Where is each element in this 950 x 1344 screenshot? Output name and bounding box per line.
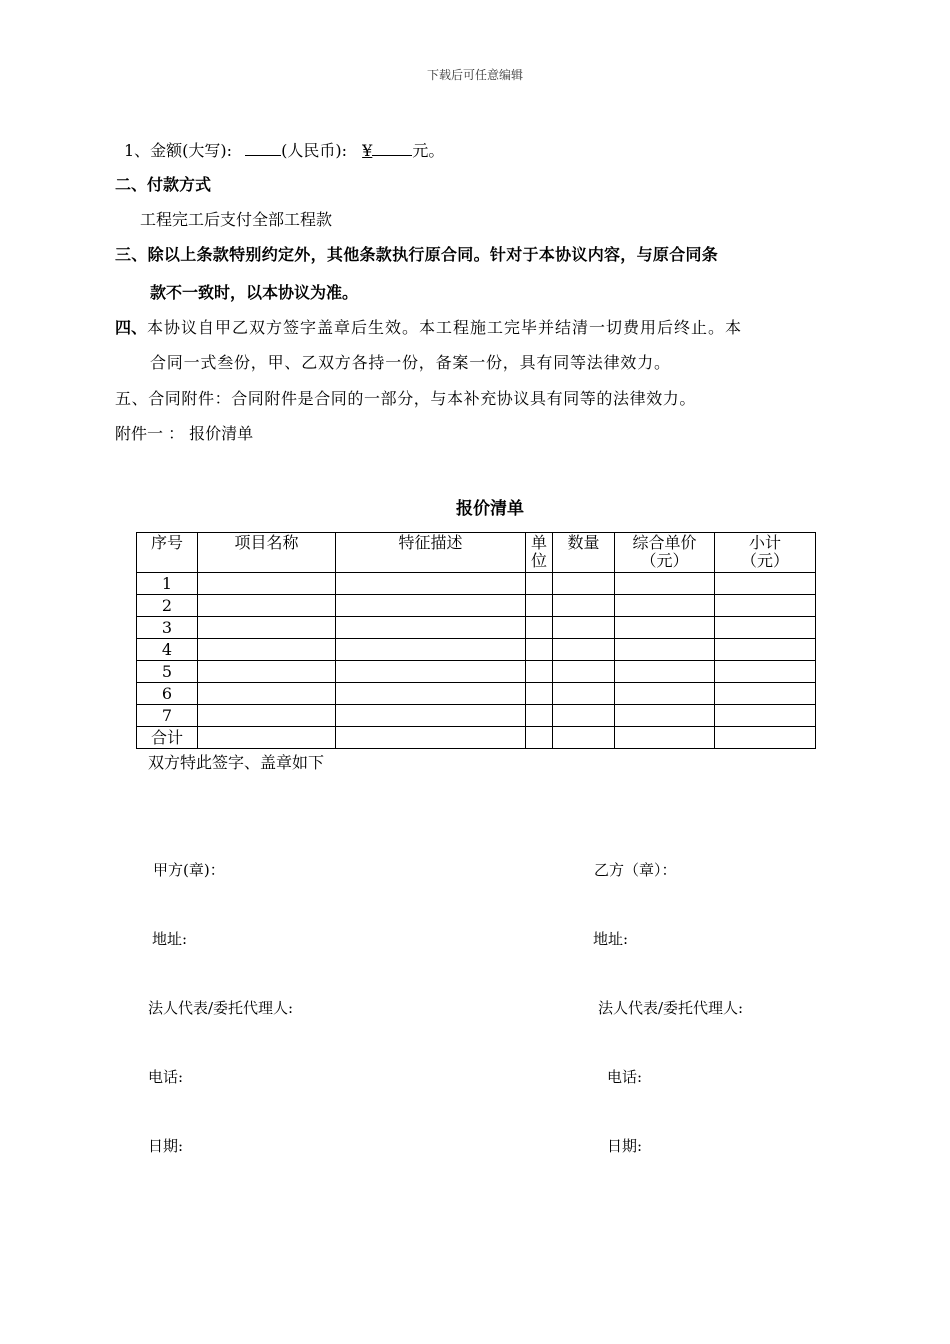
cell-unit-price[interactable] [615, 727, 715, 749]
cell-unit-price[interactable] [615, 639, 715, 661]
header-unit-price-line-2: （元） [640, 551, 689, 570]
table-row [137, 705, 816, 727]
cell-quantity[interactable] [553, 595, 615, 617]
cell-quantity[interactable] [553, 727, 615, 749]
signing-note: 双方特此签字、盖章如下 [148, 753, 325, 772]
section-2-body: 工程完工后支付全部工程款 [140, 210, 333, 229]
table-row [137, 639, 816, 661]
row-seq: 5 [137, 661, 198, 683]
header-subtotal-line-1: 小计 [748, 533, 781, 552]
cell-description[interactable] [336, 683, 526, 705]
cell-subtotal[interactable] [715, 617, 816, 639]
cell-subtotal[interactable] [715, 573, 816, 595]
cell-quantity[interactable] [553, 639, 615, 661]
cell-subtotal[interactable] [715, 595, 816, 617]
header-subtotal-line-2: （元） [740, 551, 789, 570]
cell-unit[interactable] [526, 573, 553, 595]
cell-unit[interactable] [526, 639, 553, 661]
cell-unit[interactable] [526, 595, 553, 617]
total-label: 合计 [137, 727, 198, 749]
table-row [137, 683, 816, 705]
quote-table-title: 报价清单 [456, 499, 524, 519]
row-seq: 7 [137, 705, 198, 727]
party-b-phone: 电话: [607, 1068, 643, 1086]
page-header-note: 下载后可任意编辑 [426, 68, 523, 82]
section-4-number: 四、 [115, 318, 148, 337]
header-unit-line-2: 位 [530, 551, 547, 570]
quote-table-header-row [137, 533, 816, 573]
cell-unit-price[interactable] [615, 595, 715, 617]
cell-unit[interactable] [526, 727, 553, 749]
row-seq: 6 [137, 683, 198, 705]
cell-item-name[interactable] [198, 639, 336, 661]
party-a-phone: 电话: [148, 1068, 184, 1086]
cell-unit[interactable] [526, 705, 553, 727]
table-total-row [137, 727, 816, 749]
amount-currency-symbol: ¥ [362, 141, 373, 160]
cell-unit-price[interactable] [615, 683, 715, 705]
party-b-date: 日期: [607, 1137, 643, 1155]
quote-table [136, 532, 816, 749]
cell-quantity[interactable] [553, 573, 615, 595]
cell-description[interactable] [336, 639, 526, 661]
cell-unit[interactable] [526, 683, 553, 705]
party-b-title: 乙方（章）： [594, 861, 677, 879]
header-quantity: 数量 [553, 533, 615, 573]
party-a-title: 甲方(章)： [153, 861, 225, 879]
cell-description[interactable] [336, 705, 526, 727]
party-a-address: 地址: [152, 930, 188, 948]
header-description: 特征描述 [336, 533, 526, 573]
cell-subtotal[interactable] [715, 727, 816, 749]
row-seq: 1 [137, 573, 198, 595]
cell-item-name[interactable] [198, 617, 336, 639]
cell-quantity[interactable] [553, 617, 615, 639]
amount-line [124, 139, 444, 161]
party-a-date: 日期: [148, 1137, 184, 1155]
row-seq: 2 [137, 595, 198, 617]
cell-subtotal[interactable] [715, 661, 816, 683]
header-unit-price [615, 533, 715, 573]
cell-description[interactable] [336, 617, 526, 639]
section-4-line-1 [115, 318, 742, 338]
party-b-representative: 法人代表/委托代理人: [598, 999, 744, 1017]
cell-description[interactable] [336, 661, 526, 683]
cell-item-name[interactable] [198, 661, 336, 683]
amount-uppercase-blank [245, 139, 281, 156]
cell-quantity[interactable] [553, 683, 615, 705]
cell-unit[interactable] [526, 661, 553, 683]
party-a-representative: 法人代表/委托代理人: [148, 999, 294, 1017]
table-row [137, 595, 816, 617]
table-row [137, 617, 816, 639]
cell-quantity[interactable] [553, 661, 615, 683]
section-4-line-2: 合同一式叁份，甲、乙双方各持一份，备案一份，具有同等法律效力。 [150, 353, 671, 372]
cell-quantity[interactable] [553, 705, 615, 727]
cell-unit-price[interactable] [615, 705, 715, 727]
cell-item-name[interactable] [198, 705, 336, 727]
attachment-label: 附件一 ： 报价清单 [115, 424, 254, 443]
row-seq: 4 [137, 639, 198, 661]
section-3-line-1: 三、除以上条款特别约定外，其他条款执行原合同。针对于本协议内容，与原合同条 [115, 245, 719, 264]
header-unit-price-line-1: 综合单价 [632, 533, 697, 552]
cell-unit-price[interactable] [615, 617, 715, 639]
cell-unit-price[interactable] [615, 661, 715, 683]
header-seq: 序号 [137, 533, 198, 573]
cell-description[interactable] [336, 573, 526, 595]
section-3-line-2: 款不一致时，以本协议为准。 [150, 283, 359, 302]
cell-subtotal[interactable] [715, 705, 816, 727]
table-row [137, 661, 816, 683]
cell-description[interactable] [336, 727, 526, 749]
cell-unit[interactable] [526, 617, 553, 639]
amount-unit: 元。 [412, 141, 445, 160]
table-row [137, 573, 816, 595]
section-5: 五、合同附件：合同附件是合同的一部分，与本补充协议具有同等的法律效力。 [115, 389, 697, 408]
cell-item-name[interactable] [198, 573, 336, 595]
row-seq: 3 [137, 617, 198, 639]
amount-rmb-label: (人民币): [281, 141, 348, 160]
cell-subtotal[interactable] [715, 683, 816, 705]
header-subtotal [715, 533, 816, 573]
cell-subtotal[interactable] [715, 639, 816, 661]
cell-description[interactable] [336, 595, 526, 617]
party-b-address: 地址: [593, 930, 629, 948]
cell-item-name[interactable] [198, 683, 336, 705]
amount-rmb-blank [372, 139, 412, 156]
section-2-heading: 二、付款方式 [115, 175, 212, 194]
header-unit [526, 533, 553, 573]
cell-item-name[interactable] [198, 727, 336, 749]
header-unit-line-1: 单 [530, 533, 547, 552]
section-4-text: 本协议自甲乙双方签字盖章后生效。本工程施工完毕并结清一切费用后终止。本 [147, 318, 743, 337]
amount-prefix: 1、金额(大写): [124, 141, 233, 160]
cell-unit-price[interactable] [615, 573, 715, 595]
cell-item-name[interactable] [198, 595, 336, 617]
header-item-name: 项目名称 [198, 533, 336, 573]
